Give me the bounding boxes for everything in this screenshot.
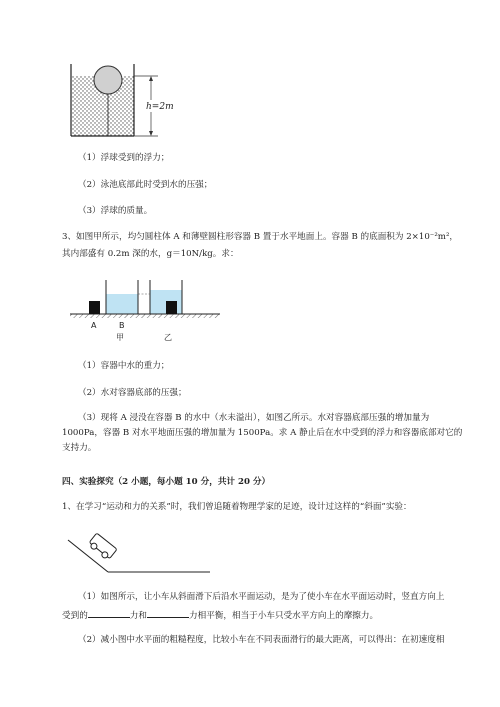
- label-jia: 甲: [116, 333, 124, 342]
- containers-figure: [70, 276, 220, 348]
- arrow-up-icon: [149, 76, 153, 81]
- exp1-sub1-text-c: 力相平衡，相当于小车只受水平方向上的摩擦力。: [189, 611, 379, 621]
- q2-sub1: （1）浮球受到的浮力；: [78, 153, 170, 163]
- cylinder-a-submerged: [166, 301, 177, 314]
- exp1-stem: 1、在学习“运动和力的关系”时，我们曾追随着物理学家的足迹，设计过这样的“斜面”实验：: [62, 502, 412, 512]
- exp1-sub1-line2: [62, 608, 378, 623]
- cart: [87, 533, 117, 561]
- q3-stem-line1: 3、如图甲所示，均匀圆柱体 A 和薄壁圆柱形容器 B 置于水平地面上。容器 B 的底面积为 2×10⁻²m²，: [62, 232, 458, 242]
- exp1-sub1-text-b: 力和: [129, 611, 147, 621]
- incline-figure: [64, 520, 214, 580]
- ground-hatch: [70, 314, 220, 318]
- q2-sub3: （3）浮球的质量。: [78, 206, 153, 216]
- label-a: A: [91, 321, 97, 330]
- float-ball: [94, 66, 122, 94]
- q3-sub1: （1）容器中水的重力；: [78, 361, 170, 371]
- answer-blank-1[interactable]: [88, 608, 130, 618]
- exp1-sub1-line1: （1）如图所示，让小车从斜面滑下后沿水平面运动，是为了使小车在水平面运动时，竖直方向上: [78, 592, 445, 602]
- q3-sub3-line1: （3）现将 A 浸没在容器 B 的水中（水未溢出），如图乙所示。水对容器底部压强的增加量为: [78, 413, 430, 423]
- label-b: B: [119, 321, 125, 330]
- q3-stem-line2: 其内部盛有 0.2m 深的水，g＝10N/kg。求：: [62, 249, 239, 259]
- section4-heading: 四、实验探究（2 小题，每小题 10 分，共计 20 分）: [62, 477, 271, 487]
- answer-blank-2[interactable]: [147, 608, 189, 618]
- label-yi: 乙: [164, 333, 172, 342]
- q3-sub3-line3: 支持力。: [62, 443, 97, 453]
- exp1-sub2-line1: （2）减小图中水平面的粗糙程度，比较小车在不同表面滑行的最大距离，可以得出：在初速度相: [78, 635, 445, 645]
- q3-sub3-line2: 1000Pa，容器 B 对水平地面压强的增加量为 1500Pa。求 A 静止后在水中受到的浮力和容器底部对它的: [62, 428, 463, 438]
- cylinder-a: [89, 301, 100, 314]
- arrow-down-icon: [149, 131, 153, 136]
- exp1-sub1-text-a: 受到的: [62, 611, 88, 621]
- q2-sub2: （2）泳池底部此时受到水的压强；: [78, 180, 213, 190]
- height-label: h=2m: [146, 102, 174, 112]
- container-b-water: [106, 294, 138, 314]
- pool-ball-figure: [60, 60, 190, 150]
- q3-sub2: （2）水对容器底部的压强；: [78, 388, 187, 398]
